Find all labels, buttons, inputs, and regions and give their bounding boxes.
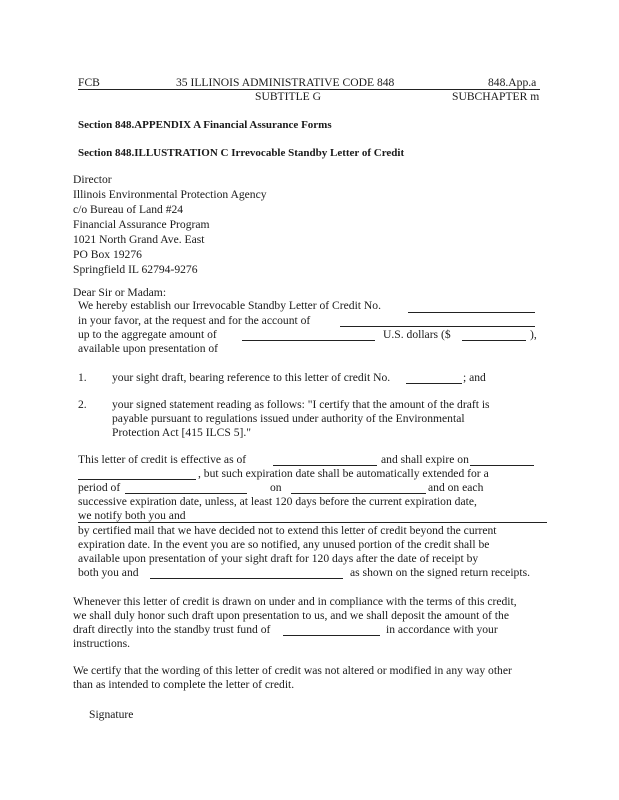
p2-line: and shall expire on [381, 453, 469, 466]
p2-line: available upon presentation of your sight draft for 120 days after the date of receipt by [78, 552, 479, 565]
address-line: 1021 North Grand Ave. East [73, 233, 205, 246]
item1-credit-number-blank[interactable] [406, 383, 462, 384]
p2-line: we notify both you and [78, 509, 186, 522]
item-text-tail: ; and [463, 371, 486, 384]
expire-date-blank[interactable] [470, 465, 534, 466]
address-line: Springfield IL 62794-9276 [73, 263, 198, 276]
item-number: 2. [78, 398, 87, 411]
p2-line: by certified mail that we have decided not to extend this letter of credit beyond the current [78, 524, 497, 537]
p2-line: , but such expiration date shall be automatically extended for a [198, 467, 489, 480]
p2-line: This letter of credit is effective as of [78, 453, 247, 466]
p4-line: We certify that the wording of this letter of credit was not altered or modified in any way other [73, 664, 512, 677]
effective-date-blank[interactable] [273, 465, 377, 466]
on-date-blank[interactable] [291, 493, 426, 494]
period-blank[interactable] [125, 493, 247, 494]
both-you-and-blank[interactable] [150, 578, 343, 579]
item-text: payable pursuant to regulations issued under authority of the Environmental [112, 412, 465, 425]
address-line: PO Box 19276 [73, 248, 142, 261]
p1-line: ), [530, 328, 537, 341]
header-center: 35 ILLINOIS ADMINISTRATIVE CODE 848 [176, 76, 395, 89]
p2-line: on [270, 481, 282, 494]
section-appendix-heading: Section 848.APPENDIX A Financial Assurance Forms [78, 119, 332, 131]
p2-line: expiration date. In the event you are so notified, any unused portion of the credit shall be [78, 538, 490, 551]
trust-fund-blank[interactable] [283, 635, 380, 636]
address-line: Financial Assurance Program [73, 218, 210, 231]
address-line: c/o Bureau of Land #24 [73, 203, 184, 216]
item-text: your sight draft, bearing reference to this letter of credit No. [112, 371, 391, 384]
notify-party-blank[interactable] [78, 522, 547, 523]
header-subtitle: SUBTITLE G [255, 90, 322, 103]
item-text: Protection Act [415 ILCS 5]." [112, 426, 252, 439]
item-text: your signed statement reading as follows: "I certify that the amount of the draft is [112, 398, 490, 411]
item-number: 1. [78, 371, 87, 384]
p1-line: in your favor, at the request and for the account of [78, 314, 311, 327]
p2-line: period of [78, 481, 121, 494]
credit-number-blank[interactable] [408, 312, 535, 313]
p4-line: than as intended to complete the letter of credit. [73, 678, 295, 691]
salutation: Dear Sir or Madam: [73, 286, 167, 299]
account-of-blank[interactable] [340, 326, 535, 327]
p3-line: we shall duly honor such draft upon presentation to us, and we shall deposit the amount of the [73, 609, 509, 622]
aggregate-amount-blank[interactable] [242, 340, 375, 341]
p3-line: instructions. [73, 637, 131, 650]
address-line: Illinois Environmental Protection Agency [73, 188, 267, 201]
header-right: 848.App.a [488, 76, 537, 89]
signature-label: Signature [89, 708, 134, 721]
dollar-amount-blank[interactable] [462, 340, 526, 341]
p1-line: available upon presentation of [78, 342, 219, 355]
p1-line: We hereby establish our Irrevocable Standby Letter of Credit No. [78, 299, 381, 312]
p2-line: as shown on the signed return receipts. [350, 566, 530, 579]
header-left: FCB [78, 76, 100, 89]
p1-line: up to the aggregate amount of [78, 328, 217, 341]
header-subchapter: SUBCHAPTER m [452, 90, 540, 103]
p2-line: and on each [428, 481, 484, 494]
p2-line: successive expiration date, unless, at least 120 days before the current expiration date, [78, 495, 477, 508]
p3-line: draft directly into the standby trust fund of [73, 623, 271, 636]
p1-line: U.S. dollars ($ [383, 328, 451, 341]
p2-line: both you and [78, 566, 139, 579]
p3-line: Whenever this letter of credit is drawn on under and in compliance with the terms of this credit, [73, 595, 517, 608]
address-line: Director [73, 173, 112, 186]
expire-date-cont-blank[interactable] [78, 479, 196, 480]
section-illustration-heading: Section 848.ILLUSTRATION C Irrevocable Standby Letter of Credit [78, 147, 405, 159]
p3-line: in accordance with your [386, 623, 498, 636]
